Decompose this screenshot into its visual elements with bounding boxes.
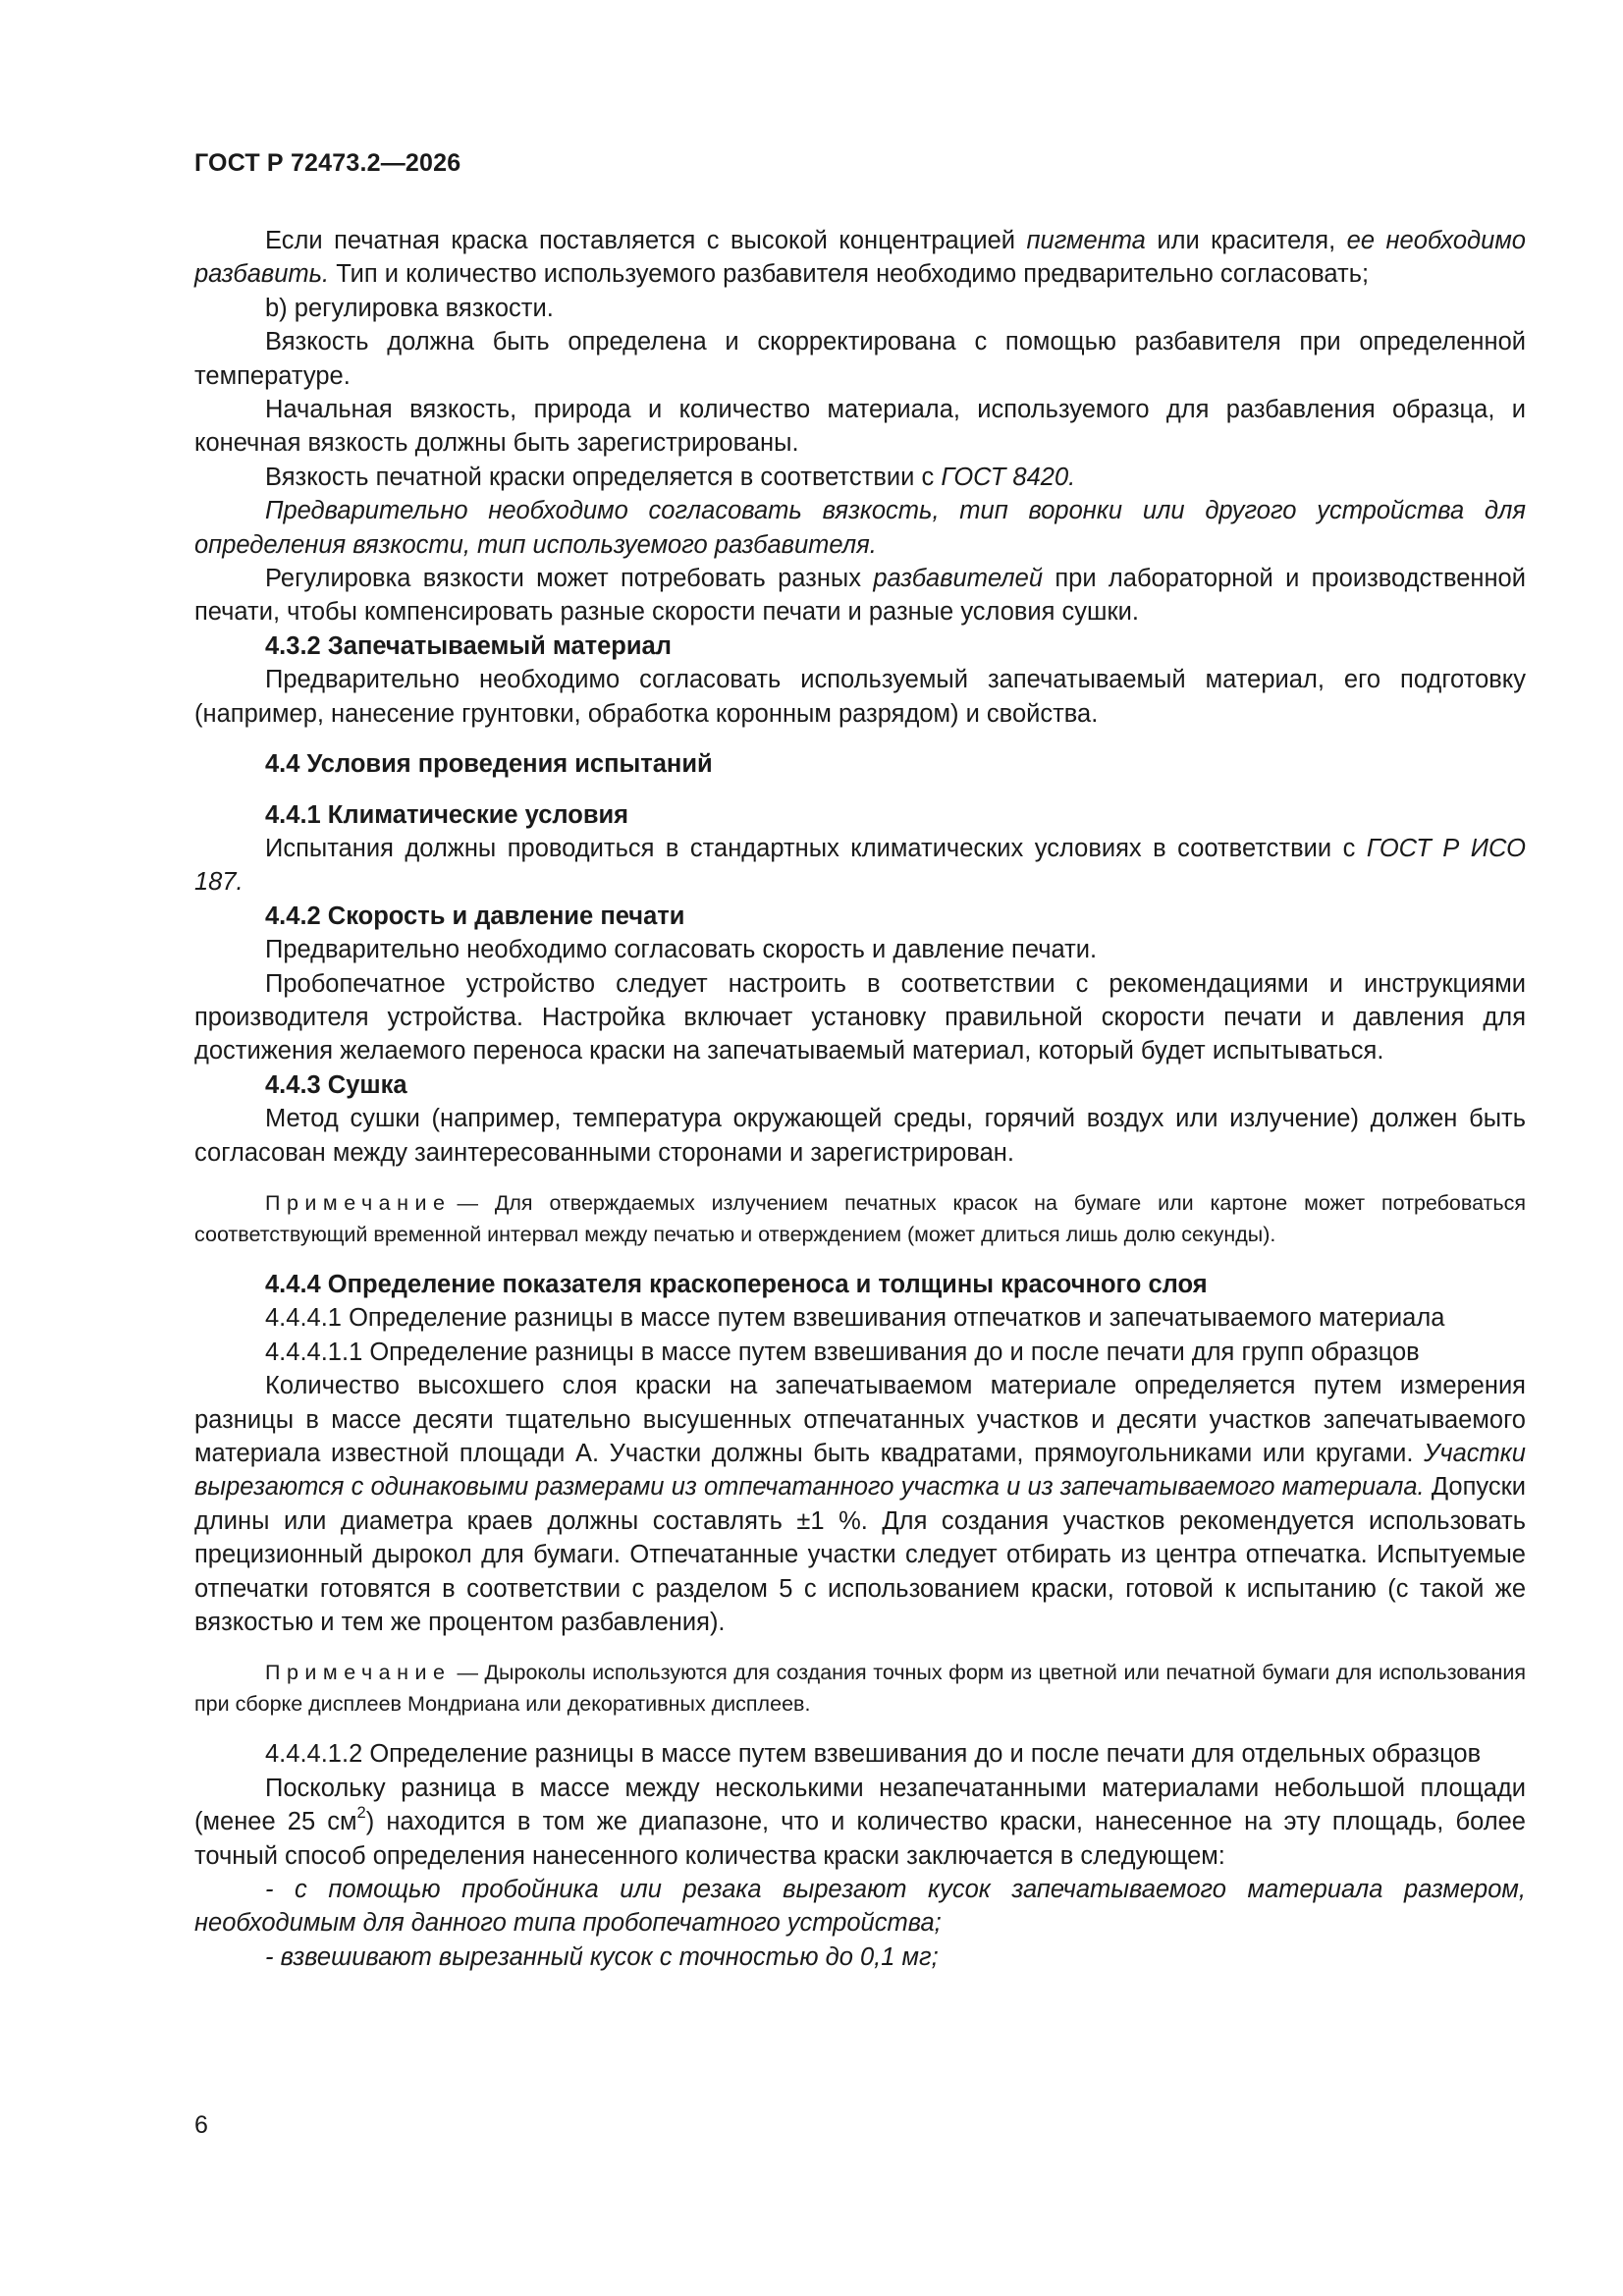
para-dry-layer bbox=[194, 1369, 1526, 1639]
para-viscosity-determined bbox=[194, 325, 1526, 393]
para-viscosity-adjust bbox=[194, 562, 1526, 629]
heading-4-4-2 bbox=[194, 900, 1526, 933]
sub-4-4-4-1 bbox=[194, 1301, 1526, 1335]
text-run: Предварительно необходимо согласовать используемый запечатываемый материал, его подготовку (например, нанесение грунтовки, обработка коронным разрядом) и свойства. bbox=[194, 666, 1526, 728]
text-run: Начальная вязкость, природа и количество материала, используемого для разбавления образца, и конечная вязкость должны быть зарегистрированы. bbox=[194, 396, 1526, 458]
text-run: ) находится в том же диапазоне, что и количество краски, нанесенное на эту площадь, более точный способ определения нанесенного количества краски заключается в следующем: bbox=[194, 1808, 1526, 1870]
heading-4-4-3 bbox=[194, 1068, 1526, 1102]
italic-text: Предварительно необходимо согласовать вязкость, тип воронки или другого устройства для определения вязкости, тип используемого разбавителя. bbox=[194, 497, 1526, 559]
italic-text: - взвешивают вырезанный кусок с точностью до 0,1 мг; bbox=[265, 1942, 939, 1971]
italic-text: ГОСТ Р ИСО 187. bbox=[194, 834, 1526, 897]
heading-4-4-1 bbox=[194, 798, 1526, 832]
italic-text: ГОСТ 8420. bbox=[941, 463, 1076, 491]
para-viscosity-gost bbox=[194, 461, 1526, 494]
text-run: Предварительно необходимо согласовать скорость и давление печати. bbox=[265, 936, 1098, 964]
para-individual-samples bbox=[194, 1772, 1526, 1873]
note-label: Примечание bbox=[265, 1190, 452, 1215]
list-item-weigh bbox=[194, 1941, 1526, 1974]
text-run: или красителя, bbox=[1145, 227, 1347, 254]
text-run: Поскольку разница в массе между несколькими незапечатанными материалами небольшой площади (менее 25 см bbox=[194, 1774, 1526, 1836]
document-header: ГОСТ Р 72473.2—2026 bbox=[194, 149, 461, 177]
para-agree-viscosity bbox=[194, 494, 1526, 562]
italic-text: - с помощью пробойника или резака вырезают кусок запечатываемого материала размером, необходимым для данного типа пробопечатного устройства; bbox=[194, 1876, 1526, 1938]
text-run: 4.4.1 Климатические условия bbox=[265, 800, 629, 829]
text-run: при лабораторной и производственной печати, чтобы компенсировать разные скорости печати и разные условия сушки. bbox=[194, 565, 1526, 627]
sub-4-4-4-1-2 bbox=[194, 1737, 1526, 1771]
sub-4-4-4-1-1 bbox=[194, 1336, 1526, 1369]
para-proofer-setup bbox=[194, 967, 1526, 1068]
text-run: 4.4.4 Определение показателя краскопереноса и толщины красочного слоя bbox=[265, 1270, 1208, 1298]
text-run: Метод сушки (например, температура окружающей среды, горячий воздух или излучение) должен быть согласован между заинтересованными сторонами и зарегистрирован. bbox=[194, 1105, 1526, 1167]
text-run: Если печатная краска поставляется с высокой концентрацией bbox=[265, 227, 1027, 254]
document-body bbox=[194, 224, 1526, 1974]
text-run: Вязкость печатной краски определяется в соответствии с bbox=[265, 463, 942, 491]
heading-4-3-2 bbox=[194, 629, 1526, 663]
text-run: 4.3.2 Запечатываемый материал bbox=[265, 631, 672, 660]
text-run: Вязкость должна быть определена и скорректирована с помощью разбавителя при определенной температуре. bbox=[194, 328, 1526, 390]
para-substrate bbox=[194, 663, 1526, 731]
note-label: Примечание bbox=[265, 1661, 452, 1685]
para-dilution bbox=[194, 224, 1526, 292]
para-speed-agree bbox=[194, 933, 1526, 966]
text-run: 4.4 Условия проведения испытаний bbox=[265, 750, 713, 779]
text-run: 4.4.4.1 Определение разницы в массе путем взвешивания отпечатков и запечатываемого материала bbox=[265, 1304, 1445, 1333]
heading-4-4-4 bbox=[194, 1268, 1526, 1301]
page-number: 6 bbox=[194, 2111, 208, 2139]
text-run: — Дыроколы используются для создания точных форм из цветной или печатной бумаги для использования при сборке дисплеев Мондриана или декоративных дисплеев. bbox=[194, 1661, 1526, 1717]
text-run: Испытания должны проводиться в стандартных климатических условиях в соответствии с bbox=[265, 834, 1367, 862]
note-hole-punch bbox=[194, 1657, 1526, 1720]
text-run: b) регулировка вязкости. bbox=[265, 294, 554, 322]
para-drying bbox=[194, 1102, 1526, 1170]
italic-text: ее необходимо разбавить. bbox=[194, 227, 1526, 289]
text-run: Пробопечатное устройство следует настроить в соответствии с рекомендациями и инструкциями производителя устройства. Настройка включает установку правильной скорости печати и давления для достижения желаемого переноса краски на запечатываемый материал, который будет испытываться. bbox=[194, 969, 1526, 1066]
text-run: 4.4.4.1.1 Определение разницы в массе путем взвешивания до и после печати для групп образцов bbox=[265, 1338, 1420, 1366]
text-run: Регулировка вязкости может потребовать разных bbox=[265, 565, 874, 593]
italic-text: разбавителей bbox=[873, 565, 1044, 593]
item-b-viscosity bbox=[194, 292, 1526, 325]
text-run: 4.4.3 Сушка bbox=[265, 1070, 407, 1099]
text-run: 4.4.2 Скорость и давление печати bbox=[265, 902, 685, 930]
note-radiation-curing bbox=[194, 1187, 1526, 1250]
text-run: Допуски длины или диаметра краев должны составлять ±1 %. Для создания участков рекомендуется использовать прецизионный дырокол для бумаги. Отпечатанные участки следует отбирать из центра отпечатка. Испытуемые отпечатки готовятся в соответствии с разделом 5 с использованием краски, готовой к испытанию (с такой же вязкостью и тем же процентом разбавления). bbox=[194, 1473, 1526, 1637]
text-run: 4.4.4.1.2 Определение разницы в массе путем взвешивания до и после печати для отдельных образцов bbox=[265, 1740, 1482, 1769]
list-item-cut bbox=[194, 1873, 1526, 1941]
para-initial-viscosity bbox=[194, 393, 1526, 461]
italic-text: пигмента bbox=[1026, 227, 1146, 254]
heading-4-4 bbox=[194, 747, 1526, 781]
para-climate bbox=[194, 832, 1526, 900]
text-run: Тип и количество используемого разбавителя необходимо предварительно согласовать; bbox=[329, 260, 1370, 289]
text-run: — Для отверждаемых излучением печатных красок на бумаге или картоне может потребоваться соответствующий временной интервал между печатью и отверждением (может длиться лишь долю секунды). bbox=[194, 1190, 1526, 1246]
italic-text: Участки вырезаются с одинаковыми размерами из отпечатанного участка и из запечатываемого материала. bbox=[194, 1440, 1526, 1502]
superscript: 2 bbox=[356, 1803, 366, 1823]
text-run: Количество высохшего слоя краски на запечатываемом материале определяется путем измерения разницы в массе десяти тщательно высушенных отпечатанных участков и десяти участков запечатываемого материала известной площади A. Участки должны быть квадратами, прямоугольниками или кругами. bbox=[194, 1372, 1526, 1467]
